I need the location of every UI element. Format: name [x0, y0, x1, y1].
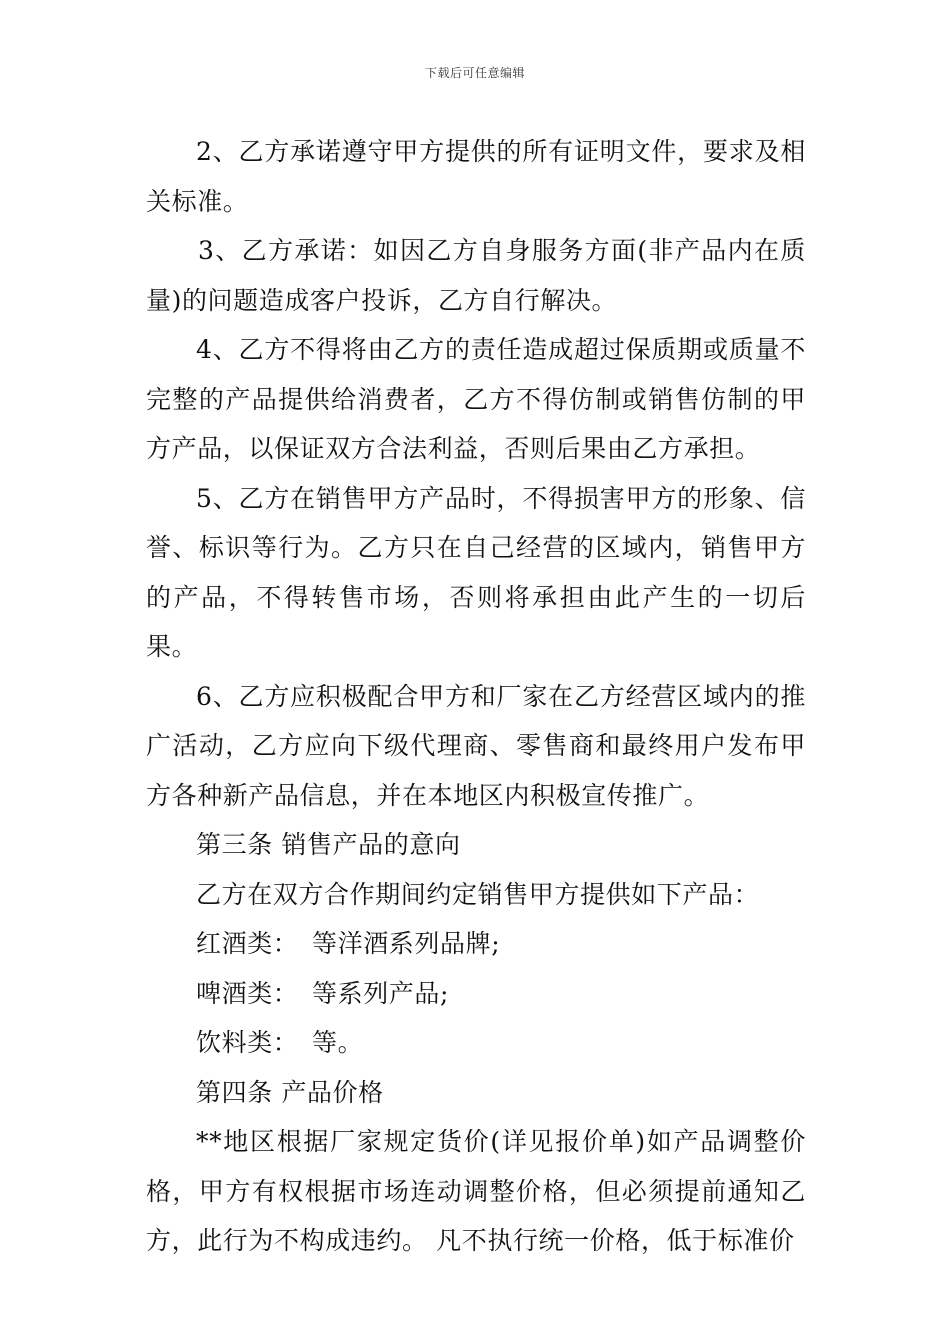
product-row-wine: [146, 919, 806, 969]
product-value: 等系列产品;: [312, 978, 450, 1008]
clause-4: 4、乙方不得将由乙方的责任造成超过保质期或质量不完整的产品提供给消费者，乙方不得仿制或销售仿制的甲方产品，以保证双方合法利益，否则后果由乙方承担。: [146, 335, 806, 463]
product-value: 等洋酒系列品牌;: [312, 929, 501, 958]
article-3-intro: 乙方在双方合作期间约定销售甲方提供如下产品：: [196, 879, 760, 909]
page-header: 下载后可任意编辑: [424, 66, 525, 80]
article-3-heading: 第三条 销售产品的意向: [196, 830, 461, 859]
product-value: 等。: [312, 1028, 364, 1057]
clause-6: 6、乙方应积极配合甲方和厂家在乙方经营区域内的推广活动，乙方应向下级代理商、零售商和最终用户发布甲方各种新产品信息，并在本地区内积极宣传推广。: [146, 681, 806, 810]
product-row-beer: [146, 969, 806, 1019]
clause-5: 5、乙方在销售甲方产品时，不得损害甲方的形象、信誉、标识等行为。乙方只在自己经营的区域内，销售甲方的产品，不得转售市场，否则将承担由此产生的一切后果。: [146, 483, 806, 661]
product-row-beverage: [146, 1018, 806, 1068]
article-4-heading: 第四条 产品价格: [196, 1077, 384, 1107]
product-label: 饮料类：: [196, 1028, 299, 1057]
article-4-text: **地区根据厂家规定货价(详见报价单)如产品调整价格，甲方有权根据市场连动调整价格，但必须提前通知乙方，此行为不构成违约。 凡不执行统一价格，低于标准价: [146, 1127, 806, 1255]
document-body: [146, 127, 806, 1266]
clause-3: 3、乙方承诺：如因乙方自身服务方面(非产品内在质量)的问题造成客户投诉，乙方自行解决。: [146, 236, 806, 315]
clause-2: 2、乙方承诺遵守甲方提供的所有证明文件，要求及相关标准。: [146, 137, 806, 216]
product-label: 啤酒类：: [196, 978, 299, 1008]
product-label: 红酒类：: [196, 929, 299, 958]
